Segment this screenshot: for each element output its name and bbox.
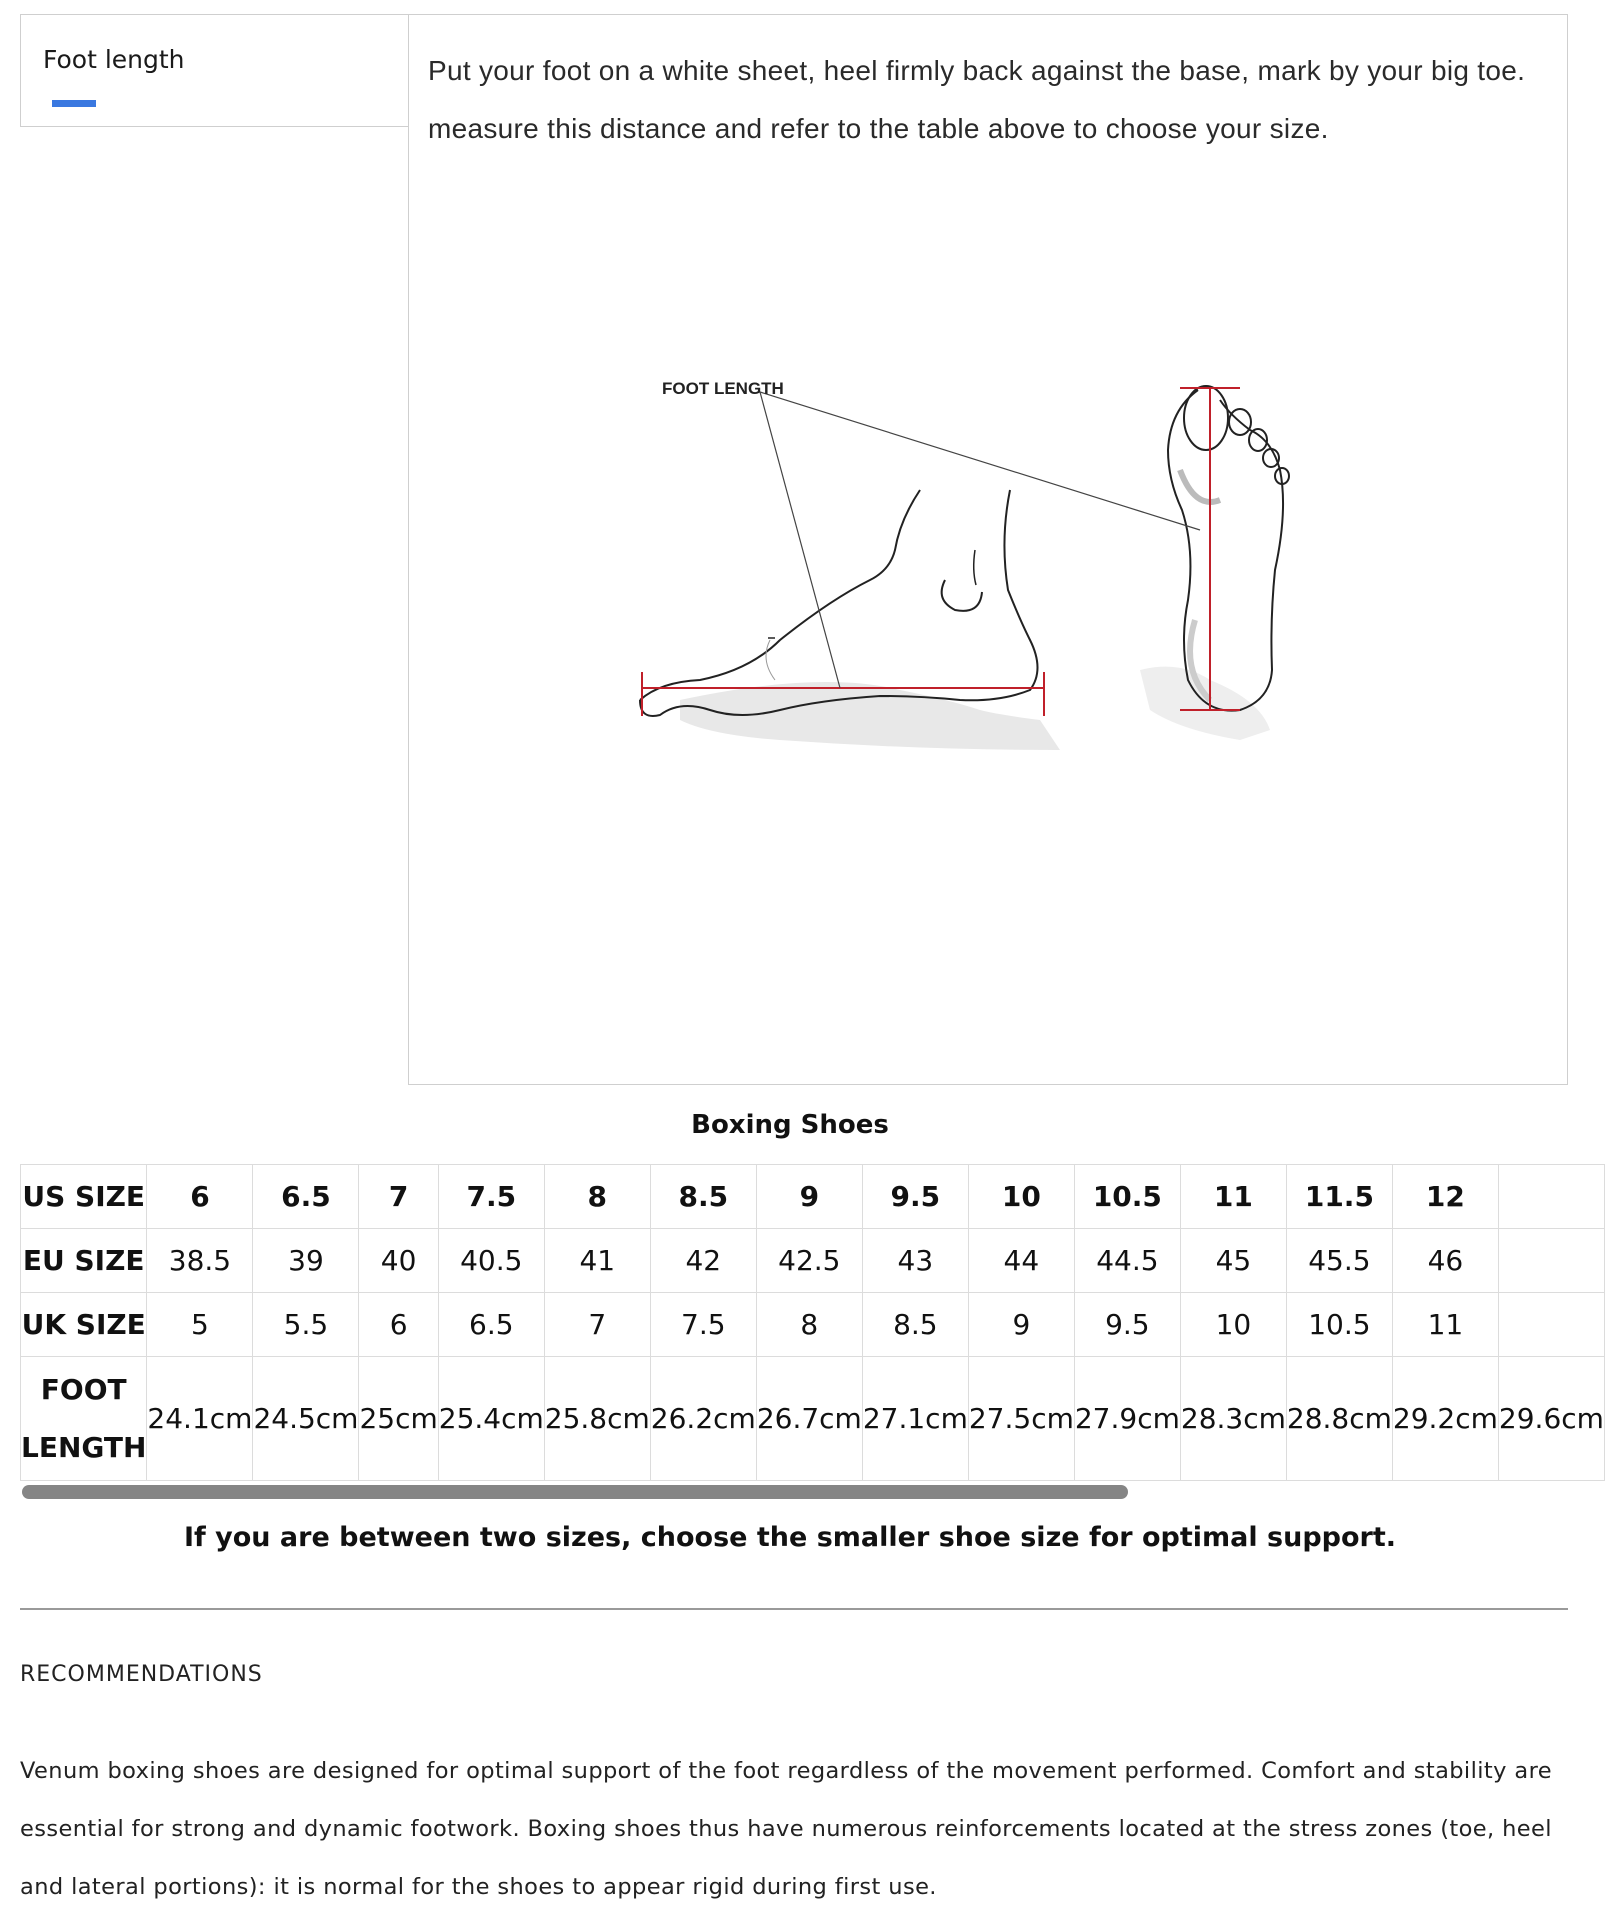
size-cell: 10 [968, 1165, 1074, 1229]
table-row [21, 1357, 1605, 1481]
size-cell: 6.5 [438, 1293, 544, 1357]
size-cell: 11.5 [1286, 1165, 1392, 1229]
table-row [21, 1165, 1605, 1229]
size-cell: 40 [359, 1229, 438, 1293]
size-cell [1498, 1293, 1604, 1357]
tab-active-indicator [52, 100, 96, 107]
table-scrollbar[interactable] [22, 1485, 1128, 1499]
size-cell: 42 [650, 1229, 756, 1293]
row-header: EU SIZE [21, 1229, 147, 1293]
row-header: FOOT LENGTH [21, 1357, 147, 1481]
size-cell: 44 [968, 1229, 1074, 1293]
size-cell: 10.5 [1074, 1165, 1180, 1229]
size-cell: 12 [1392, 1165, 1498, 1229]
table-row [21, 1229, 1605, 1293]
size-cell: 9.5 [862, 1165, 968, 1229]
size-cell: 10.5 [1286, 1293, 1392, 1357]
tab-label: Foot length [43, 45, 185, 74]
section-divider [20, 1608, 1568, 1610]
size-cell: 45 [1180, 1229, 1286, 1293]
table-row [21, 1293, 1605, 1357]
size-cell: 44.5 [1074, 1229, 1180, 1293]
size-cell: 11 [1392, 1293, 1498, 1357]
size-cell: 46 [1392, 1229, 1498, 1293]
size-cell: 25cm [359, 1357, 438, 1481]
size-cell: 27.1cm [862, 1357, 968, 1481]
size-table [20, 1164, 1605, 1481]
size-cell: 25.4cm [438, 1357, 544, 1481]
size-cell: 9.5 [1074, 1293, 1180, 1357]
size-cell: 6 [359, 1293, 438, 1357]
size-cell: 6.5 [253, 1165, 359, 1229]
size-cell: 28.3cm [1180, 1357, 1286, 1481]
recommendations-title: RECOMMENDATIONS [20, 1662, 263, 1687]
tab-foot-length[interactable] [20, 14, 409, 127]
foot-measurement-illustration [620, 370, 1350, 890]
size-cell: 7.5 [438, 1165, 544, 1229]
size-cell: 27.5cm [968, 1357, 1074, 1481]
size-cell: 41 [544, 1229, 650, 1293]
size-cell: 45.5 [1286, 1229, 1392, 1293]
size-cell: 26.2cm [650, 1357, 756, 1481]
size-cell: 5.5 [253, 1293, 359, 1357]
size-cell: 29.2cm [1392, 1357, 1498, 1481]
size-cell: 10 [1180, 1293, 1286, 1357]
row-header: US SIZE [21, 1165, 147, 1229]
size-cell: 43 [862, 1229, 968, 1293]
section-title: Boxing Shoes [691, 1110, 889, 1140]
size-cell: 24.1cm [147, 1357, 253, 1481]
size-cell: 40.5 [438, 1229, 544, 1293]
size-cell: 42.5 [756, 1229, 862, 1293]
size-cell [1498, 1229, 1604, 1293]
size-cell: 25.8cm [544, 1357, 650, 1481]
size-cell: 38.5 [147, 1229, 253, 1293]
size-cell: 5 [147, 1293, 253, 1357]
foot-length-label: FOOT LENGTH [662, 379, 784, 398]
measure-instructions: Put your foot on a white sheet, heel firmly back against the base, mark by your big toe. measure this distance and refer to the table above to choose your size. [428, 55, 1526, 144]
size-cell: 11 [1180, 1165, 1286, 1229]
size-cell: 27.9cm [1074, 1357, 1180, 1481]
size-cell: 8.5 [650, 1165, 756, 1229]
size-cell: 9 [756, 1165, 862, 1229]
size-cell: 7.5 [650, 1293, 756, 1357]
size-cell: 8.5 [862, 1293, 968, 1357]
size-cell: 6 [147, 1165, 253, 1229]
recommendations-body: Venum boxing shoes are designed for optimal support of the foot regardless of the movement performed. Comfort and stability are essential for strong and dynamic footwork. Boxing shoes thus have numerous reinforcements located at the stress zones (toe, heel and lateral portions): it is normal for the shoes to appear rigid during first use. [20, 1758, 1552, 1900]
sizing-note: If you are between two sizes, choose the smaller shoe size for optimal support. [183, 1522, 1397, 1553]
size-cell: 39 [253, 1229, 359, 1293]
size-table-scroll[interactable] [20, 1164, 1604, 1482]
size-cell: 7 [544, 1293, 650, 1357]
size-cell: 8 [756, 1293, 862, 1357]
size-cell: 24.5cm [253, 1357, 359, 1481]
row-header: UK SIZE [21, 1293, 147, 1357]
size-cell: 26.7cm [756, 1357, 862, 1481]
size-cell: 29.6cm [1498, 1357, 1604, 1481]
size-cell [1498, 1165, 1604, 1229]
size-cell: 7 [359, 1165, 438, 1229]
size-cell: 8 [544, 1165, 650, 1229]
size-cell: 28.8cm [1286, 1357, 1392, 1481]
size-cell: 9 [968, 1293, 1074, 1357]
